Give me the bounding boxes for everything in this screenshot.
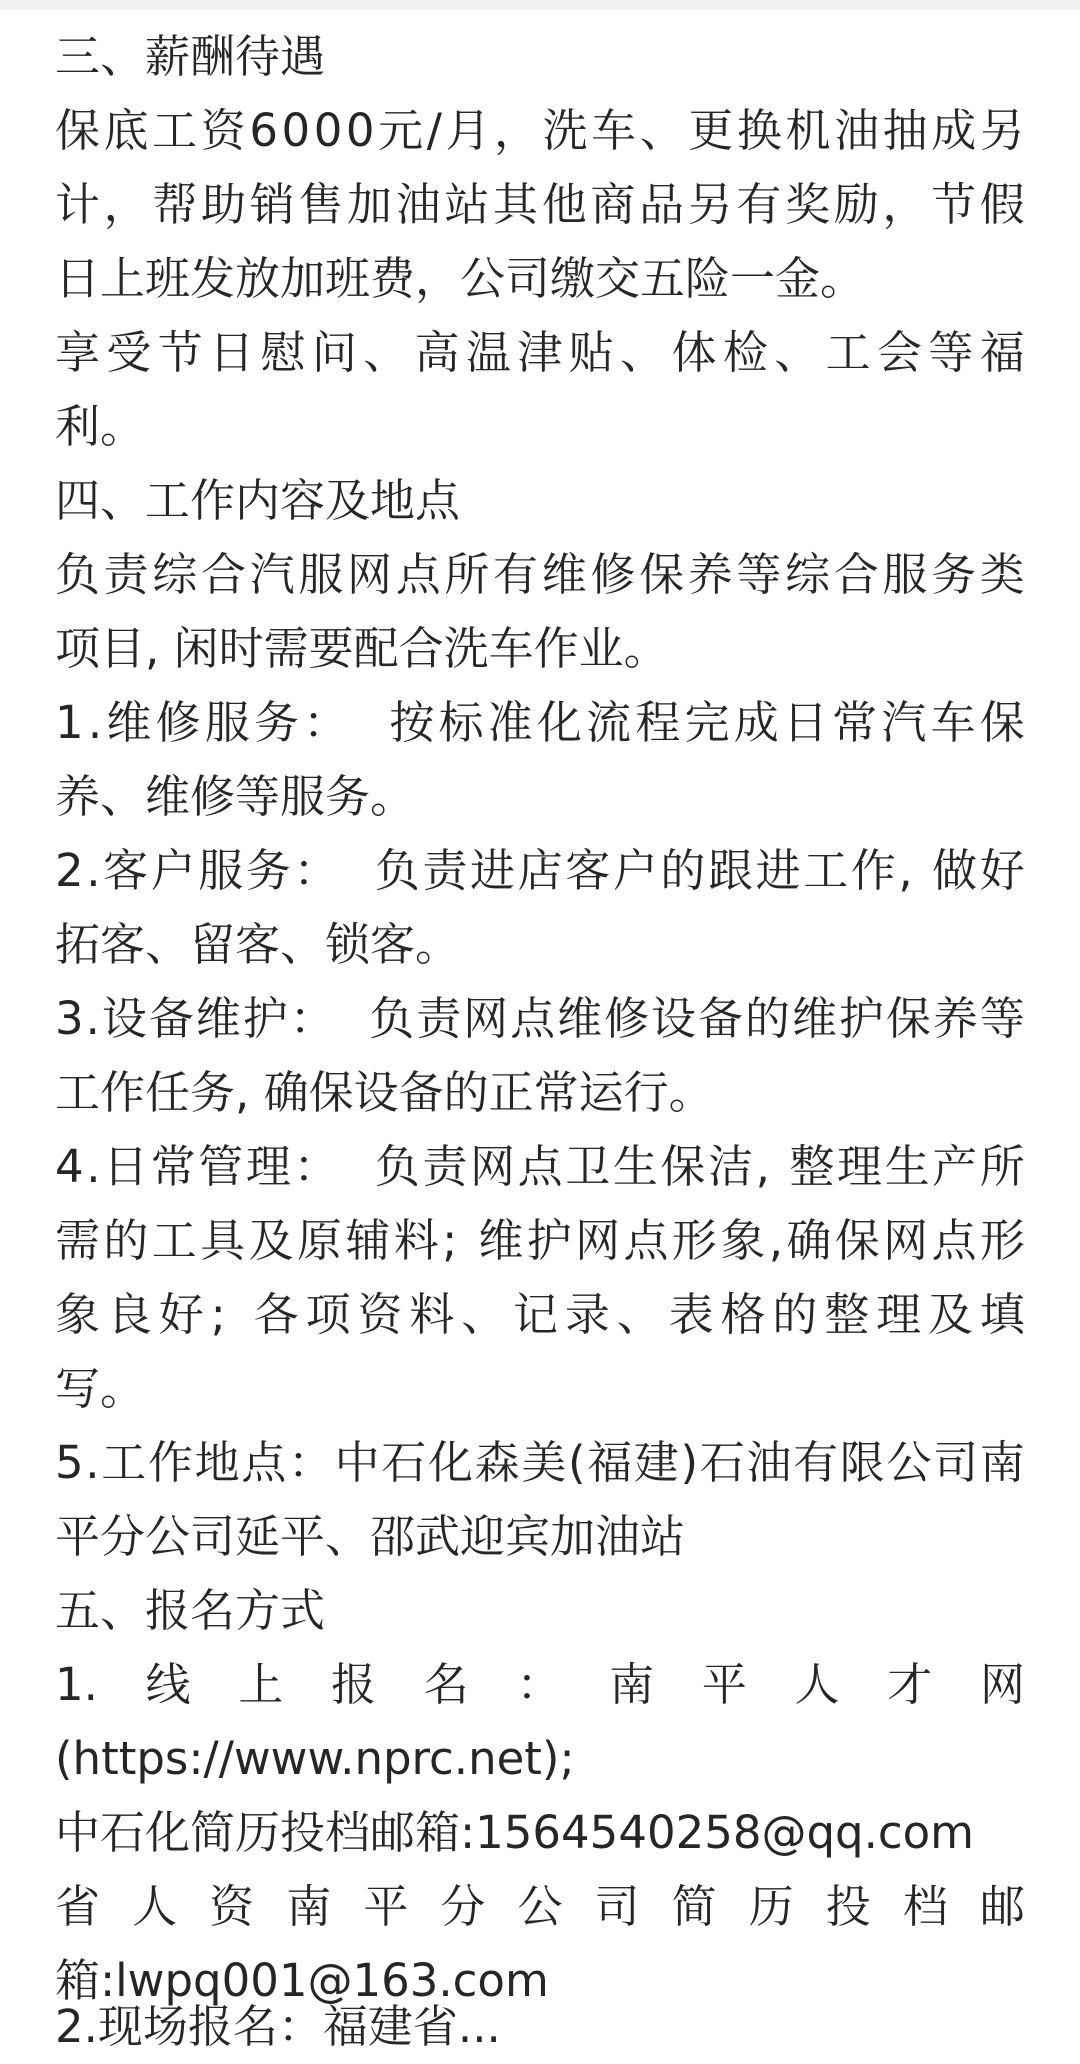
section-3-title: 三、薪酬待遇 xyxy=(55,30,326,83)
item-3-line-1: 3 . 设 备 维 护 ： 负 责 网 点 维 修 设 备 的 维 护 保 养 等 xyxy=(55,992,1025,1045)
salary-line-1: 保 底 工 资 6 0 0 0 元 / 月 ， 洗 车 、 更 换 机 油 抽 成 另 xyxy=(55,104,1025,157)
top-divider xyxy=(0,0,1080,10)
item-4-line-2: 需 的 工 具 及 原 辅 料 ; 维 护 网 点 形 象 , 确 保 网 点 形 xyxy=(55,1214,1025,1267)
item-2-line-2: 拓客、留客、锁客。 xyxy=(55,918,461,971)
document-body xyxy=(55,20,1025,2018)
benefits-line-1: 享 受 节 日 慰 问 、 高 温 津 贴 、 体 检 、 工 会 等 福 xyxy=(55,326,1025,379)
hr-email-line-1: 省 人 资 南 平 分 公 司 简 历 投 档 邮 xyxy=(55,1880,1025,1933)
item-4-line-3: 象 良 好 ; 各 项 资 料 、 记 录 、 表 格 的 整 理 及 填 xyxy=(55,1288,1025,1341)
item-1-line-2: 养、维修等服务。 xyxy=(55,770,416,823)
salary-line-2: 计 ， 帮 助 销 售 加 油 站 其 他 商 品 另 有 奖 励 ， 节 假 xyxy=(55,178,1025,231)
item-1-line-1: 1 . 维 修 服 务 ： 按 标 准 化 流 程 完 成 日 常 汽 车 保 xyxy=(55,696,1025,749)
cutoff-line: 2.现场报名：福建省... xyxy=(55,2000,501,2053)
signup-url: (https://www.nprc.net); xyxy=(55,1732,575,1785)
item-5-line-1: 5 . 工 作 地 点 ： 中 石 化 森 美 ( 福 建 ) 石 油 有 限 公 司 南 xyxy=(55,1436,1025,1489)
benefits-line-2: 利。 xyxy=(55,400,146,453)
section-5-title: 五、报名方式 xyxy=(55,1584,326,1637)
hr-email-line-2: 箱:lwpq001@163.com xyxy=(55,1954,549,2007)
item-5-line-2: 平分公司延平、邵武迎宾加油站 xyxy=(55,1510,686,1563)
duties-intro-line-2: 项目, 闲时需要配合洗车作业。 xyxy=(55,622,669,675)
item-4-line-4: 写。 xyxy=(55,1362,146,1415)
sinopec-email-line: 中石化简历投档邮箱:1564540258@qq.com xyxy=(55,1806,975,1859)
duties-intro-line-1: 负 责 综 合 汽 服 网 点 所 有 维 修 保 养 等 综 合 服 务 类 xyxy=(55,548,1025,601)
item-3-line-2: 工作任务, 确保设备的正常运行。 xyxy=(55,1066,714,1119)
salary-line-3: 日上班发放加班费，公司缴交五险一金。 xyxy=(55,252,866,305)
item-2-line-1: 2 . 客 户 服 务 ： 负 责 进 店 客 户 的 跟 进 工 作 , 做 好 xyxy=(55,844,1025,897)
item-4-line-1: 4 . 日 常 管 理 ： 负 责 网 点 卫 生 保 洁 , 整 理 生 产 所 xyxy=(55,1140,1025,1193)
section-4-title: 四、工作内容及地点 xyxy=(55,474,461,527)
online-signup-line: 1. 线 上 报 名 ： 南 平 人 才 网 xyxy=(55,1658,1025,1711)
